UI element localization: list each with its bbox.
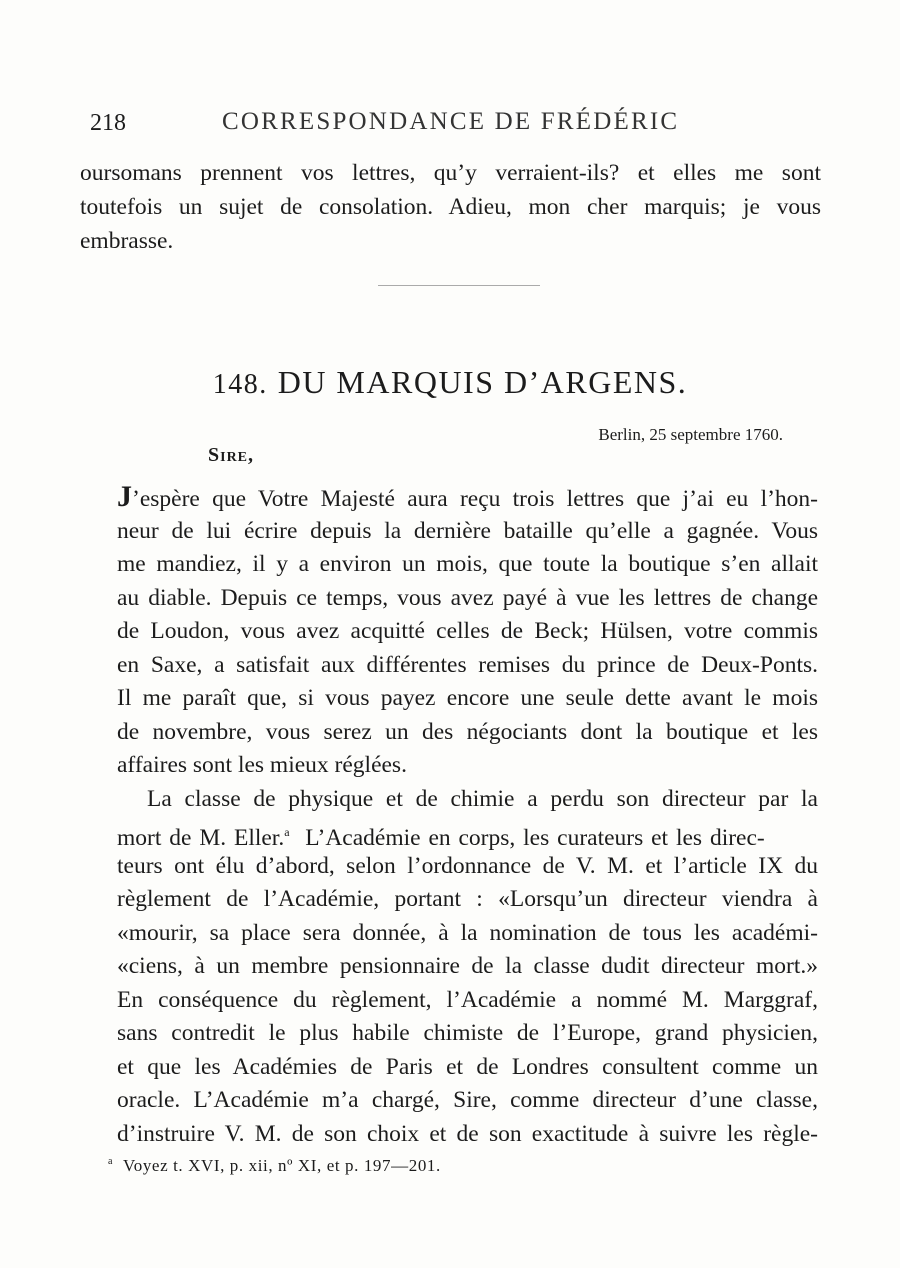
salutation: Sire,: [208, 444, 255, 466]
letter-title: DU MARQUIS D’ARGENS.: [277, 364, 688, 400]
line-text: mort de M. Eller.: [117, 824, 285, 851]
letter-line: règlement de l’Académie, portant : «Lorsqu’un directeur viendra à: [117, 886, 818, 912]
letter-number: 148.: [212, 369, 268, 400]
previous-letter-line: embrasse.: [80, 228, 174, 254]
previous-letter-line: toutefois un sujet de consolation. Adieu, mon cher marquis; je vous: [80, 194, 821, 220]
drop-cap: J: [117, 480, 132, 513]
footnote-text: Voyez t. XVI, p. xii, nº XI, et p. 197—201.: [123, 1156, 441, 1175]
letter-line: Il me paraît que, si vous payez encore une seule dette avant le mois: [117, 685, 818, 711]
letter-line: oracle. L’Académie m’a chargé, Sire, comme directeur d’une classe,: [117, 1087, 818, 1113]
letter-line: et que les Académies de Paris et de Londres consultent comme un: [117, 1053, 818, 1080]
letter-line: neur de lui écrire depuis la dernière bataille qu’elle a gagnée. Vous: [117, 517, 818, 544]
letter-line: affaires sont les mieux réglées.: [117, 752, 407, 778]
letter-line: teurs ont élu d’abord, selon l’ordonnance de V. M. et l’article IX du: [117, 852, 818, 879]
section-divider: [378, 285, 540, 286]
letter-line: me mandiez, il y a environ un mois, que toute la boutique s’en allait: [117, 551, 818, 577]
line-text: ’espère que Votre Majesté aura reçu trois lettres que j’ai eu l’hon-: [132, 486, 818, 512]
letter-line: «ciens, à un membre pensionnaire de la classe dudit directeur mort.»: [117, 953, 818, 979]
footnote-marker: a: [108, 1156, 114, 1168]
letter-line: En conséquence du règlement, l’Académie a nommé M. Marggraf,: [117, 986, 818, 1013]
footnote: [108, 1156, 441, 1176]
letter-line: [117, 817, 818, 853]
letter-line: en Saxe, a satisfait aux différentes remises du prince de Deux-Ponts.: [117, 651, 818, 678]
letter-line: de novembre, vous serez un des négociants dont la boutique et les: [117, 718, 818, 745]
running-title: CORRESPONDANCE DE FRÉDÉRIC: [222, 108, 680, 135]
line-text: L’Académie en corps, les curateurs et les direc-: [305, 824, 765, 851]
footnote-reference: a: [284, 825, 290, 839]
letter-line: de Loudon, vous avez acquitté celles de Beck; Hülsen, votre commis: [117, 618, 818, 644]
letter-line: [117, 482, 818, 514]
previous-letter-line: oursomans prennent vos lettres, qu’y verraient-ils? et elles me sont: [80, 160, 821, 186]
dateline: Berlin, 25 septembre 1760.: [598, 425, 783, 444]
page-number: 218: [90, 110, 126, 136]
letter-line: d’instruire V. M. de son choix et de son exactitude à suivre les règle-: [117, 1120, 818, 1147]
letter-heading: [0, 364, 900, 401]
letter-line: sans contredit le plus habile chimiste de l’Europe, grand physicien,: [117, 1020, 818, 1046]
letter-line: La classe de physique et de chimie a perdu son directeur par la: [147, 785, 818, 812]
letter-line: au diable. Depuis ce temps, vous avez payé à vue les lettres de change: [117, 584, 818, 611]
letter-line: «mourir, sa place sera donnée, à la nomination de tous les académi-: [117, 919, 818, 946]
